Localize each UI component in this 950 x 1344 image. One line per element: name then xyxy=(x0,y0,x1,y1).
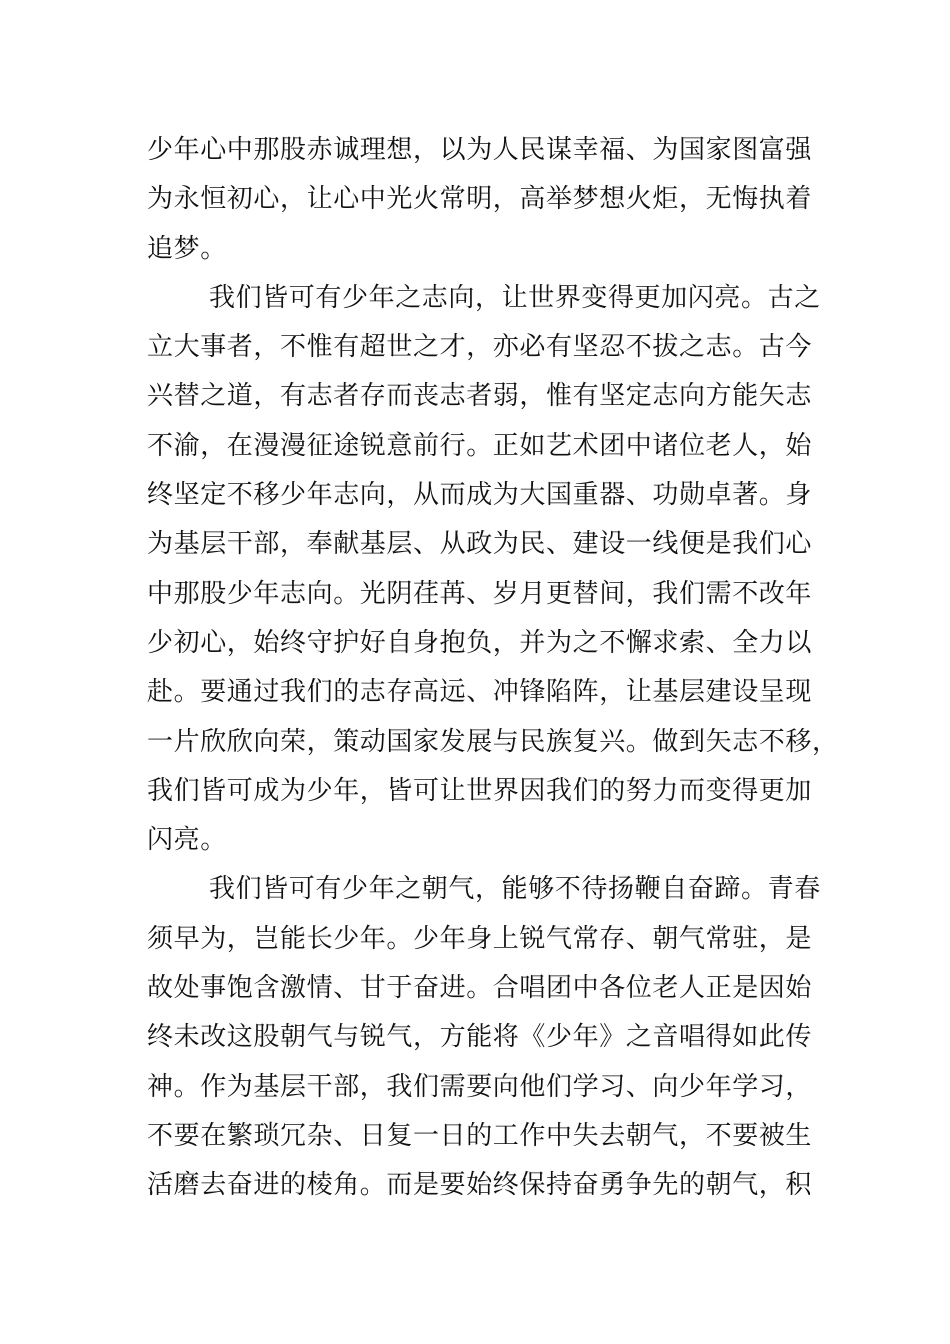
text-line: 赴。要通过我们的志存高远、冲锋陷阵，让基层建设呈现 xyxy=(147,677,813,708)
text-line: 兴替之道，有志者存而丧志者弱，惟有坚定志向方能矢志 xyxy=(147,381,813,412)
text-line: 为基层干部，奉献基层、从政为民、建设一线便是我们心 xyxy=(147,529,813,560)
text-line: 我们皆可成为少年，皆可让世界因我们的努力而变得更加 xyxy=(147,775,813,806)
text-line: 不要在繁琐冗杂、日复一日的工作中失去朝气，不要被生 xyxy=(147,1120,813,1151)
text-line: 追梦。 xyxy=(147,233,227,264)
text-line: 一片欣欣向荣，策动国家发展与民族复兴。做到矢志不移， xyxy=(147,726,839,757)
text-line: 少初心，始终守护好自身抱负，并为之不懈求索、全力以 xyxy=(147,627,813,658)
document-body xyxy=(147,126,839,1211)
text-line: 立大事者，不惟有超世之才，亦必有坚忍不拔之志。古今 xyxy=(147,332,813,363)
text-line: 闪亮。 xyxy=(147,825,227,856)
paragraph-3 xyxy=(147,865,821,1210)
text-line: 须早为，岂能长少年。少年身上锐气常存、朝气常驻，是 xyxy=(147,923,813,954)
text-line: 故处事饱含激情、甘于奋进。合唱团中各位老人正是因始 xyxy=(147,973,813,1004)
text-line: 活磨去奋进的棱角。而是要始终保持奋勇争先的朝气，积 xyxy=(147,1170,813,1201)
paragraph-2 xyxy=(147,274,839,866)
text-line: 我们皆可有少年之志向，让世界变得更加闪亮。古之 xyxy=(209,282,821,313)
text-line: 少年心中那股赤诚理想，以为人民谋幸福、为国家图富强 xyxy=(147,135,813,165)
text-line: 终坚定不移少年志向，从而成为大国重器、功勋卓著。身 xyxy=(147,480,813,511)
text-line: 神。作为基层干部，我们需要向他们学习、向少年学习， xyxy=(147,1071,813,1102)
text-line: 我们皆可有少年之朝气，能够不待扬鞭自奋蹄。青春 xyxy=(209,874,821,905)
paragraph-1 xyxy=(147,126,813,274)
text-line: 不渝，在漫漫征途锐意前行。正如艺术团中诸位老人，始 xyxy=(147,430,813,461)
text-line: 为永恒初心，让心中光火常明，高举梦想火炬，无悔执着 xyxy=(147,184,813,215)
text-line: 终未改这股朝气与锐气，方能将《少年》之音唱得如此传 xyxy=(147,1022,813,1053)
text-line: 中那股少年志向。光阴荏苒、岁月更替间，我们需不改年 xyxy=(147,578,813,609)
